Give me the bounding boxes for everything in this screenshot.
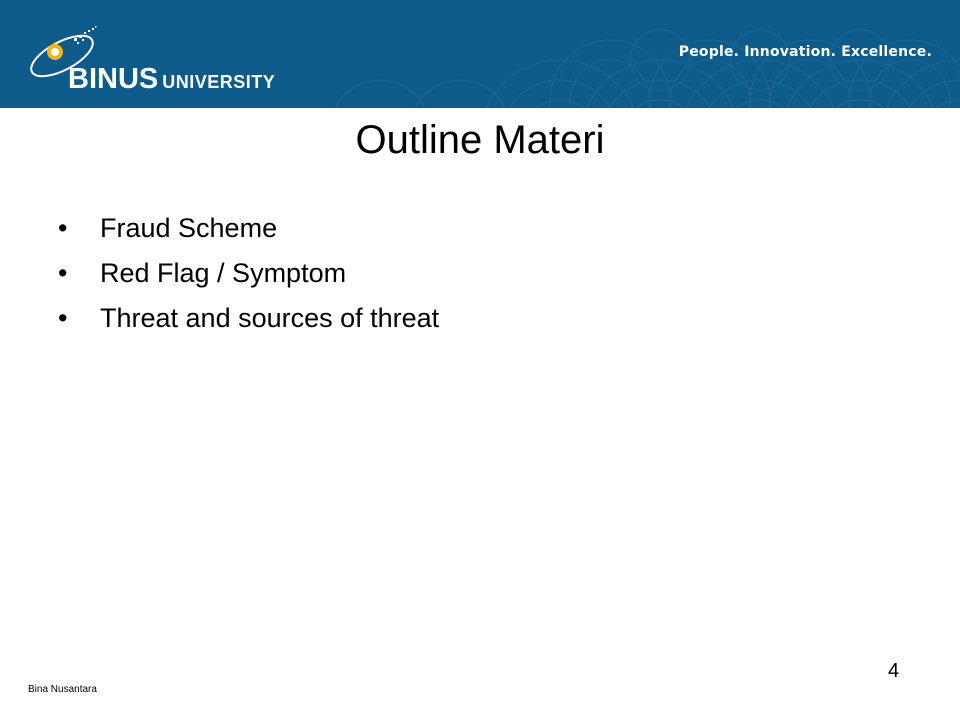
binus-logo xyxy=(22,18,282,98)
slide-title: Outline Materi xyxy=(355,118,605,162)
logo-main-text: BINUS xyxy=(68,63,159,95)
tagline: People. Innovation. Excellence. xyxy=(678,44,932,60)
bullet-item xyxy=(58,206,439,251)
page-number: 4 xyxy=(888,660,900,682)
bullet-item xyxy=(58,296,439,341)
slide-header-banner xyxy=(0,0,960,108)
bullet-list xyxy=(58,206,439,341)
logo-sub-text: UNIVERSITY xyxy=(162,72,276,92)
bullet-dot: • xyxy=(58,258,68,288)
bullet-text: Threat and sources of threat xyxy=(100,303,440,333)
bullet-text: Fraud Scheme xyxy=(100,213,278,243)
bullet-text: Red Flag / Symptom xyxy=(100,258,347,288)
bullet-dot: • xyxy=(58,303,68,333)
bullet-item xyxy=(58,251,439,296)
bullet-dot: • xyxy=(58,213,68,243)
footer-org-label: Bina Nusantara xyxy=(28,684,97,695)
logo-wordmark xyxy=(68,63,275,96)
